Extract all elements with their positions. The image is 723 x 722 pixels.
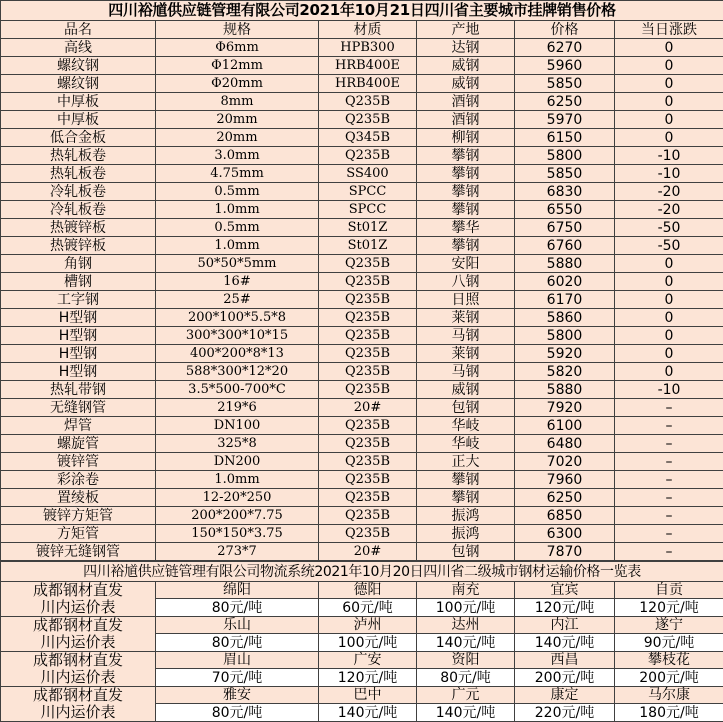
freight-label-line2: 川内运价表 [1,669,156,687]
freight-city: 马尔康 [615,687,723,704]
product-cell: 镀锌管 [1,453,156,471]
spec-cell: 20mm [156,111,319,129]
change-cell: 0 [615,93,723,111]
freight-city-row [1,652,723,669]
material-cell: Q345B [319,129,417,147]
freight-city: 南充 [417,582,515,599]
material-cell: St01Z [319,219,417,237]
freight-city: 巴中 [319,687,417,704]
freight-city: 遂宁 [615,617,723,634]
freight-label-line2: 川内运价表 [1,634,156,652]
freight-city: 康定 [515,687,615,704]
freight-city: 广安 [319,652,417,669]
freight-price: 120元/吨 [515,599,615,617]
table-row [1,309,723,327]
product-cell: 置绫板 [1,489,156,507]
product-cell: 彩涂卷 [1,471,156,489]
table-row [1,201,723,219]
table-row [1,489,723,507]
spec-cell: 588*300*12*20 [156,363,319,381]
material-cell: Q235B [319,417,417,435]
freight-price: 140元/吨 [319,704,417,722]
price-cell: 6250 [515,93,615,111]
origin-cell: 攀钢 [417,147,515,165]
material-cell: Q235B [319,381,417,399]
freight-price-row [1,599,723,617]
origin-cell: 华岐 [417,417,515,435]
freight-price: 90元/吨 [615,634,723,652]
change-cell: – [615,471,723,489]
table-row [1,453,723,471]
material-cell: Q235B [319,471,417,489]
material-cell: Q235B [319,435,417,453]
product-cell: 镀锌无缝钢管 [1,543,156,561]
origin-cell: 攀钢 [417,237,515,255]
freight-price: 80元/吨 [156,704,319,722]
freight-label-line2: 川内运价表 [1,704,156,722]
table-row [1,435,723,453]
table-row [1,273,723,291]
spec-cell: 219*6 [156,399,319,417]
product-cell: 热轧板卷 [1,147,156,165]
freight-label-line2: 川内运价表 [1,599,156,617]
freight-price: 100元/吨 [417,599,515,617]
freight-city: 绵阳 [156,582,319,599]
spec-cell: 16# [156,273,319,291]
price-cell: 5860 [515,309,615,327]
spec-cell: Φ6mm [156,39,319,57]
price-cell: 7870 [515,543,615,561]
origin-cell: 攀华 [417,219,515,237]
spec-cell: 150*150*3.75 [156,525,319,543]
material-cell: St01Z [319,237,417,255]
material-cell: Q235B [319,327,417,345]
product-cell: 螺纹钢 [1,75,156,93]
spec-cell: 200*200*7.75 [156,507,319,525]
origin-cell: 攀钢 [417,201,515,219]
material-cell: Q235B [319,273,417,291]
freight-city: 雅安 [156,687,319,704]
freight-title: 四川裕馗供应链管理有限公司物流系统2021年10月20日四川省二级城市钢材运输价格一览表 [1,562,723,582]
freight-price: 120元/吨 [319,669,417,687]
change-cell: 0 [615,255,723,273]
change-cell: -20 [615,201,723,219]
price-cell: 7920 [515,399,615,417]
freight-price: 140元/吨 [515,634,615,652]
price-cell: 6150 [515,129,615,147]
origin-cell: 酒钢 [417,93,515,111]
origin-cell: 振鸿 [417,507,515,525]
spec-cell: 20mm [156,129,319,147]
sheet-title: 四川裕馗供应链管理有限公司2021年10月21日四川省主要城市挂牌销售价格 [1,1,723,21]
origin-cell: 攀钢 [417,183,515,201]
table-row [1,507,723,525]
origin-cell: 八钢 [417,273,515,291]
origin-cell: 正大 [417,453,515,471]
product-cell: 热轧板卷 [1,165,156,183]
change-cell: 0 [615,273,723,291]
material-cell: Q235B [319,93,417,111]
material-cell: 20# [319,399,417,417]
price-cell: 5820 [515,363,615,381]
material-cell: Q235B [319,363,417,381]
change-cell: 0 [615,309,723,327]
spec-cell: 3.0mm [156,147,319,165]
price-cell: 5970 [515,111,615,129]
origin-cell: 莱钢 [417,345,515,363]
product-cell: H型钢 [1,363,156,381]
table-row [1,291,723,309]
spec-cell: 4.75mm [156,165,319,183]
product-cell: 角钢 [1,255,156,273]
table-row [1,129,723,147]
material-cell: Q235B [319,507,417,525]
spec-cell: 1.0mm [156,201,319,219]
origin-cell: 马钢 [417,363,515,381]
change-cell: -10 [615,165,723,183]
spec-cell: DN200 [156,453,319,471]
origin-cell: 日照 [417,291,515,309]
spec-cell: 3.5*500-700*C [156,381,319,399]
change-cell: – [615,489,723,507]
material-cell: HRB400E [319,57,417,75]
change-cell: 0 [615,57,723,75]
material-cell: Q235B [319,489,417,507]
spec-cell: 1.0mm [156,471,319,489]
freight-price: 80元/吨 [156,634,319,652]
product-cell: 热轧带钢 [1,381,156,399]
material-cell: SPCC [319,201,417,219]
header-cell: 当日涨跌 [615,21,723,39]
change-cell: – [615,507,723,525]
product-cell: 高线 [1,39,156,57]
price-cell: 6760 [515,237,615,255]
spec-cell: Φ20mm [156,75,319,93]
table-row [1,93,723,111]
freight-price-row [1,634,723,652]
origin-cell: 达钢 [417,39,515,57]
change-cell: 0 [615,345,723,363]
header-cell: 产地 [417,21,515,39]
table-row [1,417,723,435]
price-cell: 6750 [515,219,615,237]
price-cell: 5880 [515,255,615,273]
spec-cell: 300*300*10*15 [156,327,319,345]
freight-price: 70元/吨 [156,669,319,687]
origin-cell: 柳钢 [417,129,515,147]
change-cell: 0 [615,75,723,93]
price-cell: 6850 [515,507,615,525]
material-cell: Q235B [319,291,417,309]
table-row [1,111,723,129]
product-cell: H型钢 [1,309,156,327]
price-cell: 7020 [515,453,615,471]
price-cell: 5920 [515,345,615,363]
origin-cell: 安阳 [417,255,515,273]
freight-price-row [1,669,723,687]
table-row [1,345,723,363]
material-cell: Q235B [319,309,417,327]
spec-cell: 200*100*5.5*8 [156,309,319,327]
change-cell: 0 [615,327,723,345]
header-cell: 规格 [156,21,319,39]
freight-city-row [1,617,723,634]
price-cell: 5850 [515,165,615,183]
freight-label-line1: 成都钢材直发 [1,582,156,599]
freight-label-line1: 成都钢材直发 [1,652,156,669]
freight-price: 60元/吨 [319,599,417,617]
table-row [1,237,723,255]
price-cell: 6480 [515,435,615,453]
origin-cell: 包钢 [417,543,515,561]
table-row [1,57,723,75]
price-cell: 5880 [515,381,615,399]
price-cell: 6100 [515,417,615,435]
material-cell: HPB300 [319,39,417,57]
origin-cell: 攀钢 [417,471,515,489]
freight-price: 200元/吨 [615,669,723,687]
change-cell: 0 [615,291,723,309]
product-cell: 槽钢 [1,273,156,291]
product-cell: 热镀锌板 [1,237,156,255]
change-cell: 0 [615,129,723,147]
change-cell: -50 [615,219,723,237]
product-cell: H型钢 [1,327,156,345]
freight-city: 内江 [515,617,615,634]
table-row [1,183,723,201]
price-cell: 6830 [515,183,615,201]
change-cell: -10 [615,381,723,399]
origin-cell: 酒钢 [417,111,515,129]
freight-city-row [1,582,723,599]
freight-city: 攀枝花 [615,652,723,669]
change-cell: – [615,435,723,453]
freight-city: 资阳 [417,652,515,669]
material-cell: Q235B [319,345,417,363]
spec-cell: 400*200*8*13 [156,345,319,363]
spec-cell: 0.5mm [156,219,319,237]
material-cell: Q235B [319,255,417,273]
table-row [1,363,723,381]
freight-city: 泸州 [319,617,417,634]
change-cell: -20 [615,183,723,201]
product-cell: H型钢 [1,345,156,363]
table-row [1,165,723,183]
product-cell: 螺旋管 [1,435,156,453]
origin-cell: 攀钢 [417,489,515,507]
origin-cell: 攀钢 [417,165,515,183]
table-row [1,219,723,237]
spec-cell: 12-20*250 [156,489,319,507]
change-cell: – [615,453,723,471]
price-cell: 6270 [515,39,615,57]
freight-city: 广元 [417,687,515,704]
freight-label-line1: 成都钢材直发 [1,617,156,634]
freight-city-row [1,687,723,704]
material-cell: Q235B [319,453,417,471]
price-cell: 6550 [515,201,615,219]
material-cell: Q235B [319,525,417,543]
freight-price: 200元/吨 [515,669,615,687]
header-cell: 材质 [319,21,417,39]
product-cell: 低合金板 [1,129,156,147]
origin-cell: 马钢 [417,327,515,345]
freight-price: 220元/吨 [515,704,615,722]
freight-table [0,561,723,722]
product-cell: 焊管 [1,417,156,435]
table-row [1,255,723,273]
freight-city: 乐山 [156,617,319,634]
material-cell: Q235B [319,111,417,129]
origin-cell: 威钢 [417,75,515,93]
spec-cell: 0.5mm [156,183,319,201]
change-cell: – [615,543,723,561]
spec-cell: 50*50*5mm [156,255,319,273]
table-row [1,471,723,489]
table-row [1,399,723,417]
price-cell: 5800 [515,327,615,345]
product-cell: 方矩管 [1,525,156,543]
header-cell: 品名 [1,21,156,39]
spec-cell: Φ12mm [156,57,319,75]
change-cell: 0 [615,363,723,381]
material-cell: 20# [319,543,417,561]
freight-city: 西昌 [515,652,615,669]
freight-price: 80元/吨 [417,669,515,687]
freight-price-row [1,704,723,722]
material-cell: SPCC [319,183,417,201]
material-cell: SS400 [319,165,417,183]
freight-price: 140元/吨 [417,634,515,652]
freight-price: 120元/吨 [615,599,723,617]
product-cell: 冷轧板卷 [1,201,156,219]
change-cell: 0 [615,39,723,57]
origin-cell: 威钢 [417,381,515,399]
freight-price: 140元/吨 [417,704,515,722]
change-cell: – [615,525,723,543]
table-row [1,381,723,399]
product-cell: 工字钢 [1,291,156,309]
price-cell: 5960 [515,57,615,75]
spec-cell: DN100 [156,417,319,435]
origin-cell: 华岐 [417,435,515,453]
freight-price: 100元/吨 [319,634,417,652]
origin-cell: 包钢 [417,399,515,417]
header-row [1,21,723,39]
product-cell: 无缝钢管 [1,399,156,417]
change-cell: – [615,417,723,435]
freight-city: 德阳 [319,582,417,599]
change-cell: – [615,399,723,417]
product-cell: 螺纹钢 [1,57,156,75]
table-row [1,39,723,57]
origin-cell: 威钢 [417,57,515,75]
material-cell: Q235B [319,147,417,165]
table-row [1,147,723,165]
spec-cell: 25# [156,291,319,309]
header-cell: 价格 [515,21,615,39]
change-cell: -50 [615,237,723,255]
freight-city: 眉山 [156,652,319,669]
material-cell: HRB400E [319,75,417,93]
product-cell: 中厚板 [1,93,156,111]
table-row [1,543,723,561]
price-cell: 5800 [515,147,615,165]
product-cell: 冷轧板卷 [1,183,156,201]
price-cell: 5850 [515,75,615,93]
table-row [1,75,723,93]
freight-city: 达州 [417,617,515,634]
product-cell: 镀锌方矩管 [1,507,156,525]
freight-city: 宜宾 [515,582,615,599]
spec-cell: 1.0mm [156,237,319,255]
freight-price: 80元/吨 [156,599,319,617]
freight-label-line1: 成都钢材直发 [1,687,156,704]
origin-cell: 振鸿 [417,525,515,543]
product-cell: 中厚板 [1,111,156,129]
price-cell: 6250 [515,489,615,507]
price-cell: 6170 [515,291,615,309]
spec-cell: 273*7 [156,543,319,561]
change-cell: 0 [615,111,723,129]
product-cell: 热镀锌板 [1,219,156,237]
freight-price: 180元/吨 [615,704,723,722]
table-row [1,525,723,543]
price-cell: 7960 [515,471,615,489]
origin-cell: 莱钢 [417,309,515,327]
price-cell: 6300 [515,525,615,543]
freight-city: 自贡 [615,582,723,599]
spec-cell: 325*8 [156,435,319,453]
change-cell: -10 [615,147,723,165]
table-row [1,327,723,345]
price-cell: 6020 [515,273,615,291]
spec-cell: 8mm [156,93,319,111]
